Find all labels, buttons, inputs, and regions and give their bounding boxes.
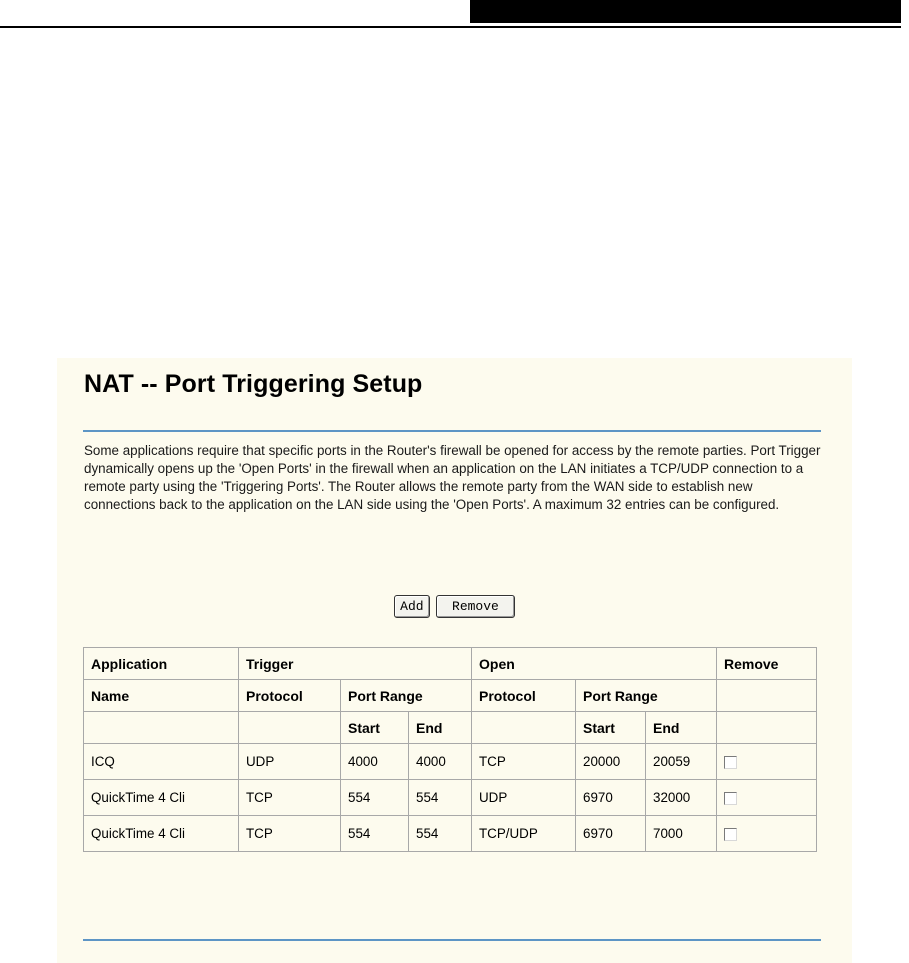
cell-open-protocol: UDP	[472, 780, 576, 816]
header-open-protocol: Protocol	[472, 680, 576, 712]
header-row-3	[84, 712, 817, 744]
header-remove: Remove	[717, 648, 817, 680]
header-trigger-start: Start	[341, 712, 409, 744]
remove-checkbox[interactable]	[724, 756, 737, 769]
document-header	[0, 0, 909, 30]
remove-button[interactable]: Remove	[436, 595, 515, 618]
header-empty	[239, 712, 341, 744]
cell-open-start: 6970	[576, 816, 646, 852]
header-empty	[717, 712, 817, 744]
table-row	[84, 744, 817, 780]
cell-open-end: 32000	[646, 780, 717, 816]
cell-open-protocol: TCP/UDP	[472, 816, 576, 852]
cell-remove	[717, 744, 817, 780]
header-empty	[472, 712, 576, 744]
header-black-bar	[470, 0, 901, 23]
header-empty	[717, 680, 817, 712]
cell-app-name: ICQ	[84, 744, 239, 780]
header-open-port-range: Port Range	[576, 680, 717, 712]
page-title: NAT -- Port Triggering Setup	[84, 370, 423, 398]
cell-trigger-protocol: TCP	[239, 780, 341, 816]
cell-trigger-start: 554	[341, 816, 409, 852]
cell-trigger-start: 554	[341, 780, 409, 816]
add-button[interactable]: Add	[394, 595, 429, 618]
button-row	[57, 595, 852, 618]
cell-open-start: 6970	[576, 780, 646, 816]
cell-trigger-protocol: TCP	[239, 816, 341, 852]
header-application: Application	[84, 648, 239, 680]
cell-trigger-end: 554	[409, 780, 472, 816]
description-text: Some applications require that specific ports in the Router's firewall be opened for access by the remote parties. Port Trigger dynamically opens up the 'Open Ports' in the firewall when an application on the LAN initiates a TCP/UDP connection to a remote party using the 'Triggering Ports'. The Router allows the remote party from the WAN side to establish new connections back to the application on the LAN side using the 'Open Ports'. A maximum 32 entries can be configured.	[84, 443, 821, 512]
header-trigger-end: End	[409, 712, 472, 744]
remove-checkbox[interactable]	[724, 828, 737, 841]
header-trigger-port-range: Port Range	[341, 680, 472, 712]
cell-open-end: 20059	[646, 744, 717, 780]
header-row-1	[84, 648, 817, 680]
header-open-end: End	[646, 712, 717, 744]
header-rule	[0, 26, 901, 28]
cell-trigger-protocol: UDP	[239, 744, 341, 780]
cell-app-name: QuickTime 4 Cli	[84, 780, 239, 816]
title-divider	[83, 430, 821, 432]
table-row	[84, 816, 817, 852]
port-trigger-table	[83, 647, 817, 852]
cell-app-name: QuickTime 4 Cli	[84, 816, 239, 852]
port-triggering-panel	[57, 358, 852, 963]
cell-remove	[717, 780, 817, 816]
remove-checkbox[interactable]	[724, 792, 737, 805]
cell-trigger-end: 554	[409, 816, 472, 852]
cell-open-protocol: TCP	[472, 744, 576, 780]
header-empty	[84, 712, 239, 744]
bottom-divider	[83, 939, 821, 941]
header-trigger: Trigger	[239, 648, 472, 680]
cell-trigger-start: 4000	[341, 744, 409, 780]
cell-trigger-end: 4000	[409, 744, 472, 780]
header-open: Open	[472, 648, 717, 680]
header-trigger-protocol: Protocol	[239, 680, 341, 712]
cell-open-end: 7000	[646, 816, 717, 852]
cell-open-start: 20000	[576, 744, 646, 780]
table-row	[84, 780, 817, 816]
cell-remove	[717, 816, 817, 852]
header-open-start: Start	[576, 712, 646, 744]
header-name: Name	[84, 680, 239, 712]
header-row-2	[84, 680, 817, 712]
